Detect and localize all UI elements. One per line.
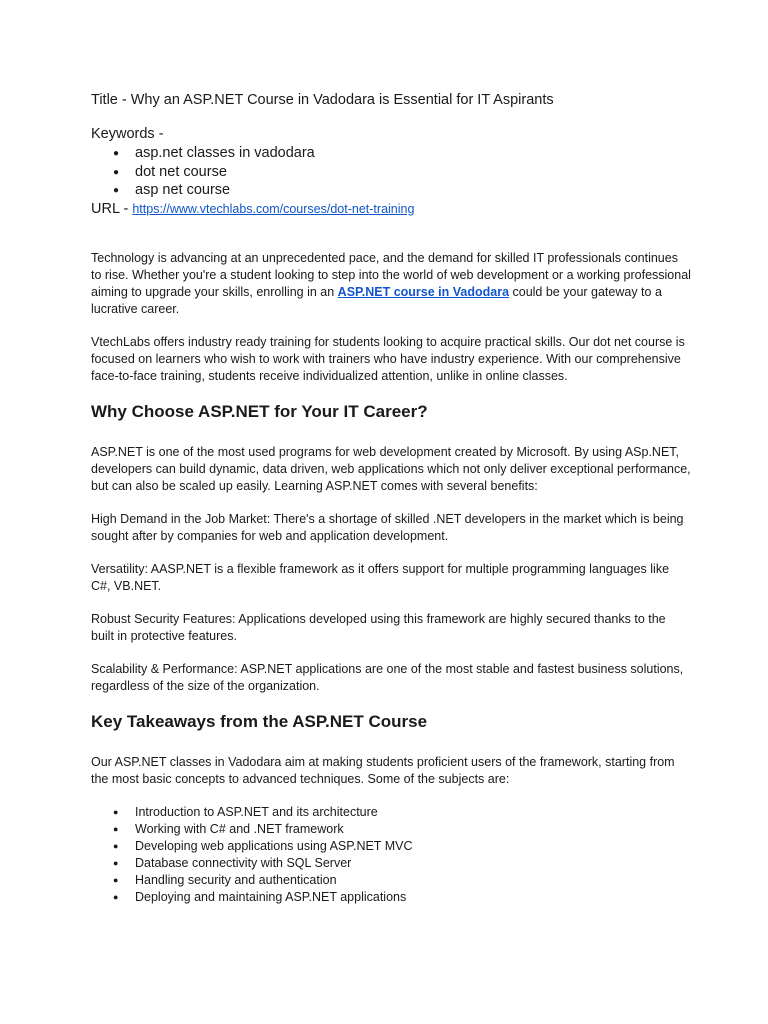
intro-paragraph — [91, 250, 691, 318]
intro-text-after: could be your gateway to a lucrative career. — [91, 284, 662, 316]
keywords-list — [91, 144, 691, 200]
section-1-paragraph: High Demand in the Job Market: There's a shortage of skilled .NET developers in the market which is being sought after by companies for web and application development. — [91, 511, 684, 543]
heading-why-choose: Why Choose ASP.NET for Your IT Career? — [91, 401, 428, 421]
intro-text-before: Technology is advancing at an unprecedented pace, and the demand for skilled IT professionals continues to rise. Whether you're a student looking to step into the world of web development or a working professional aiming to upgrade your skills, enrolling in an — [91, 250, 691, 299]
section-1-paragraph: ASP.NET is one of the most used programs for web development created by Microsoft. By using ASp.NET, developers can build dynamic, data driven, web applications which not only deliver exceptional performance, but can also be scaled up easily. Learning ASP.NET comes with several benefits: — [91, 444, 691, 493]
section-1-paragraph: Versatility: AASP.NET is a flexible framework as it offers support for multiple programming languages like C#, VB.NET. — [91, 561, 670, 593]
keyword-item: ● dot net course — [113, 163, 691, 182]
document-page — [91, 91, 691, 906]
keyword-item: ● asp net course — [113, 181, 691, 200]
topics-list — [91, 804, 691, 906]
topic-item: ● Database connectivity with SQL Server — [113, 855, 691, 872]
title-line: Title - Why an ASP.NET Course in Vadodara is Essential for IT Aspirants — [91, 92, 554, 108]
course-link[interactable]: ASP.NET course in Vadodara — [337, 284, 510, 299]
topic-item: ● Deploying and maintaining ASP.NET applications — [113, 889, 691, 906]
keyword-item: ● asp.net classes in vadodara — [113, 144, 691, 163]
url-line — [91, 200, 691, 219]
topic-item: ● Developing web applications using ASP.NET MVC — [113, 838, 691, 855]
vtechlabs-paragraph: VtechLabs offers industry ready training for students looking to acquire practical skills. Our dot net course is focused on learners who wish to work with trainers who have industry experience. With our comprehensive face-to-face training, students receive individualized attention, unlike in online classes. — [91, 334, 685, 383]
url-label: URL - — [91, 200, 133, 217]
topic-item: ● Introduction to ASP.NET and its architecture — [113, 804, 691, 821]
section-1-paragraph: Robust Security Features: Applications developed using this framework are highly secured thanks to the built in protective features. — [91, 611, 666, 643]
topic-item: ● Handling security and authentication — [113, 872, 691, 889]
url-link[interactable]: https://www.vtechlabs.com/courses/dot-net-training — [132, 201, 415, 216]
topic-item: ● Working with C# and .NET framework — [113, 821, 691, 838]
keywords-label: Keywords - — [91, 126, 164, 142]
section-1-paragraph: Scalability & Performance: ASP.NET applications are one of the most stable and fastest business solutions, regardless of the size of the organization. — [91, 661, 684, 693]
heading-key-takeaways: Key Takeaways from the ASP.NET Course — [91, 711, 428, 731]
section-2-intro: Our ASP.NET classes in Vadodara aim at making students proficient users of the framework, starting from the most basic concepts to advanced techniques. Some of the subjects are: — [91, 754, 675, 786]
